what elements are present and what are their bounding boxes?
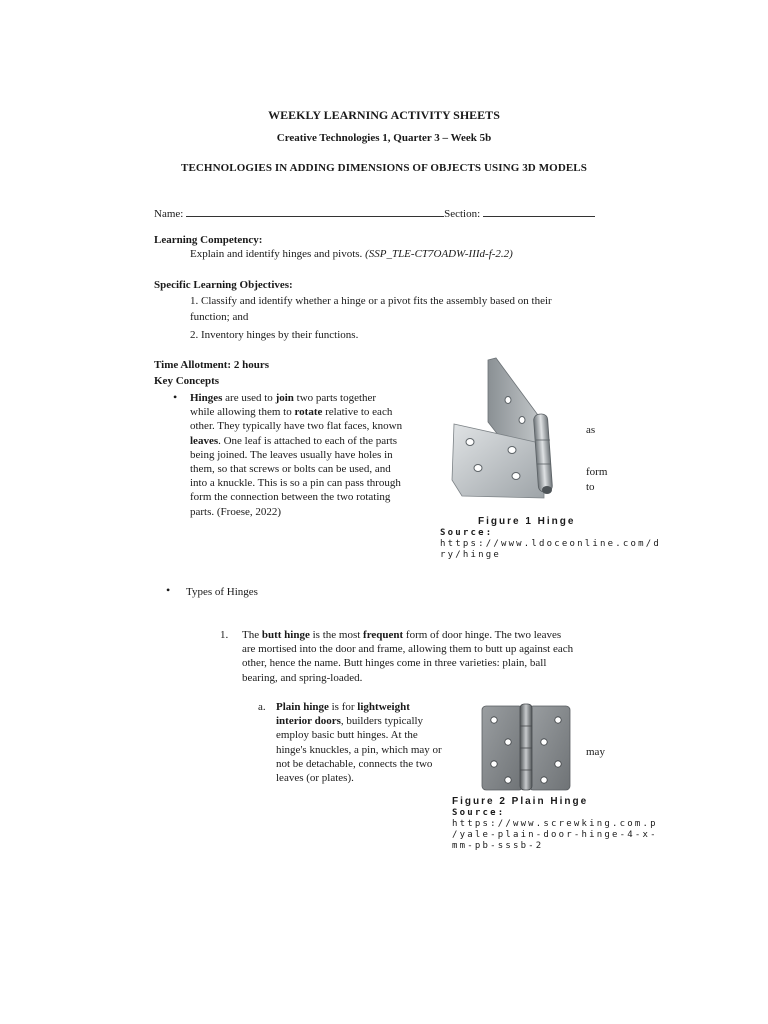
objective-1-line-1: 1. Classify and identify whether a hinge or a pivot fits the assembly based on their <box>190 295 552 307</box>
topic-heading: TECHNOLOGIES IN ADDING DIMENSIONS OF OBJECTS USING 3D MODELS <box>181 162 587 174</box>
competency-code: (SSP_TLE-CT7OADW-IIId-f-2.2) <box>365 248 513 260</box>
figure-1-caption: Figure 1 Hinge <box>478 516 576 527</box>
hinges-float-as: as <box>586 424 596 436</box>
page-title: WEEKLY LEARNING ACTIVITY SHEETS <box>268 108 500 122</box>
figure-2-url-line-1: https://www.screwking.com.p <box>452 819 658 829</box>
competency-heading: Learning Competency: <box>154 234 263 246</box>
hinges-float-form: form <box>586 466 608 478</box>
types-bullet: • <box>166 583 171 597</box>
section-label: Section: <box>444 208 481 220</box>
name-blank[interactable] <box>186 205 444 217</box>
objective-1-line-2: function; and <box>190 311 249 323</box>
figure-2-url-line-3: mm-pb-sssb-2 <box>452 841 544 851</box>
hinge-photo <box>448 356 572 510</box>
hinges-paragraph: Hinges are used to join two parts together while allowing them to rotate relative to each other. They typically have two flat faces, known leaves. One leaf is attached to each of the parts being joined. The leaves usually have holes in them, so that screws or bolts can be used, and into a knuckle. This is so a pin can pass through form the connection between the two rotating parts. (Froese, 2022) <box>190 392 403 518</box>
hinges-bullet: • <box>173 390 178 404</box>
objective-2: 2. Inventory hinges by their functions. <box>190 329 359 341</box>
figure-1-url-line-2: ry/hinge <box>440 550 501 560</box>
plain-hinge-letter: a. <box>258 701 266 713</box>
figure-2-source: Source: https://www.screwking.com.p /yale-plain-door-hinge-4-x- mm-pb-sssb-2 <box>452 808 672 852</box>
section-blank[interactable] <box>483 205 595 217</box>
butt-hinge-paragraph: The butt hinge is the most frequent form of door hinge. The two leaves are mortised into the door and frame, allowing them to butt up against each other, hence the name. Butt hinges come in three varieties: plain, ball bearing, and spring-loaded. <box>242 629 574 684</box>
plain-hinge-paragraph: Plain hinge is for lightweight interior doors, builders typically employ basic butt hinges. At the hinge's knuckles, a pin, which may or not be detachable, connects the two leaves (or plates). <box>276 701 442 785</box>
figure-1-url-line-1: https://www.ldoceonline.com/d <box>440 539 661 549</box>
page-subtitle: Creative Technologies 1, Quarter 3 – Week 5b <box>276 132 492 144</box>
name-label: Name: <box>154 208 184 220</box>
name-section-row <box>154 205 614 221</box>
objectives-heading: Specific Learning Objectives: <box>154 279 293 291</box>
key-concepts-heading: Key Concepts <box>154 375 220 387</box>
butt-hinge-number: 1. <box>220 629 229 641</box>
time-allotment: Time Allotment: 2 hours <box>154 359 269 371</box>
hinges-float-to: to <box>586 481 595 493</box>
types-of-hinges-label: Types of Hinges <box>186 586 258 598</box>
competency-text: Explain and identify hinges and pivots. (SSP_TLE-CT7OADW-IIId-f-2.2) <box>190 248 513 260</box>
figure-2-caption: Figure 2 Plain Hinge <box>452 796 589 807</box>
figure-1-source: Source: https://www.ldoceonline.com/d ry/hinge <box>440 528 680 561</box>
figure-2-url-line-2: /yale-plain-door-hinge-4-x- <box>452 830 658 840</box>
plain-hinge-photo <box>480 702 572 792</box>
plain-float-may: may <box>586 746 605 758</box>
